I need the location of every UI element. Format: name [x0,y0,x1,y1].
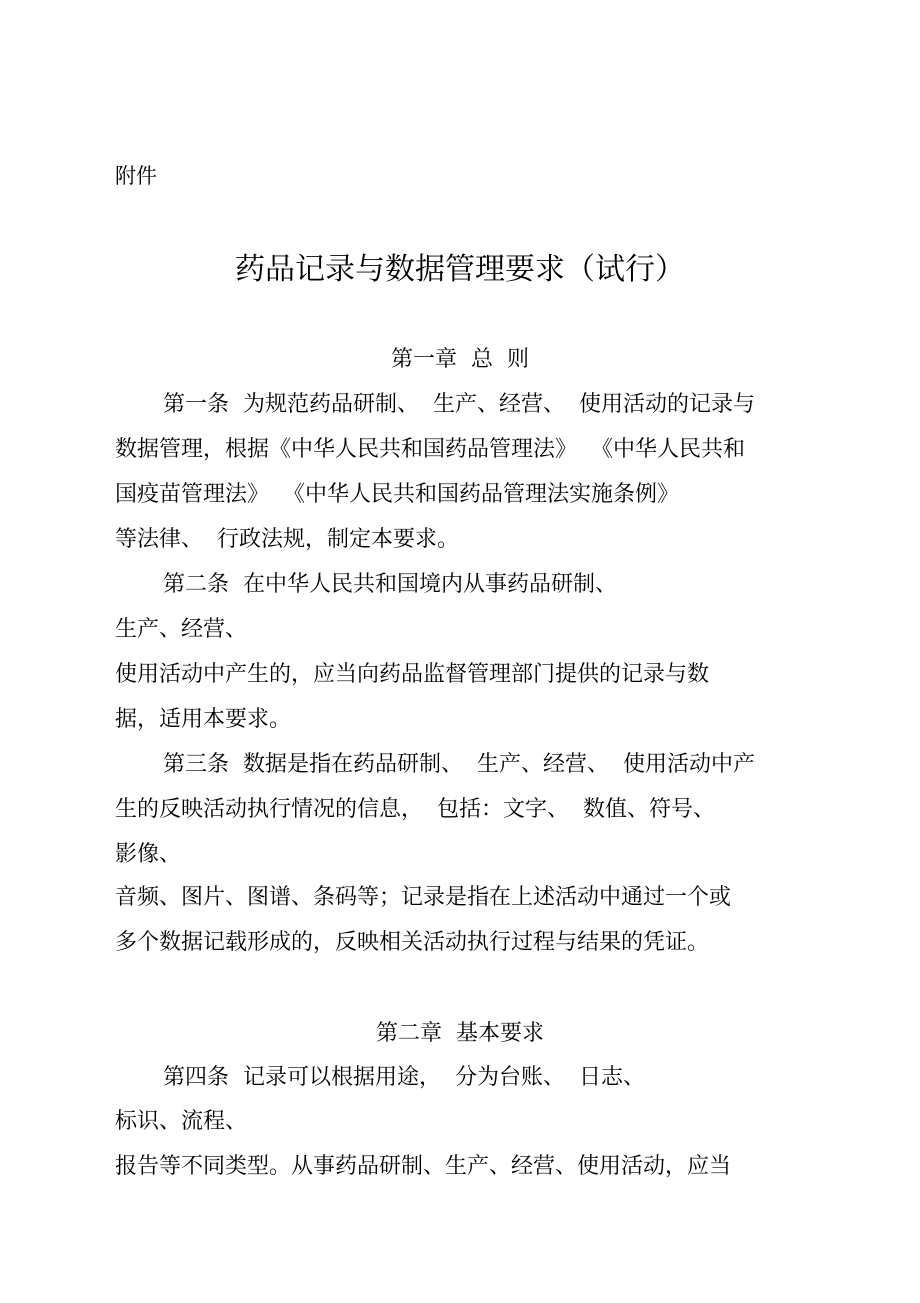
article-2-line-3: 使用活动中产生的，应当向药品监督管理部门提供的记录与数 [115,662,710,687]
attachment-label: 附件 [115,164,157,188]
article-3-line-5: 多个数据记载形成的，反映相关活动执行过程与结果的凭证。 [115,930,710,955]
article-2-line-1: 第二条 在中华人民共和国境内从事药品研制、 [163,572,617,597]
article-1-line-4: 等法律、 行政法规，制定本要求。 [115,527,459,552]
article-3-line-1: 第三条 数据是指在药品研制、 生产、经营、 使用活动中产 [163,752,755,777]
article-3-line-3: 影像、 [115,842,182,867]
article-1-line-3: 国疫苗管理法》 《中华人民共和国药品管理法实施条例》 [115,482,679,507]
article-4-line-1: 第四条 记录可以根据用途， 分为台账、 日志、 [163,1065,645,1090]
article-2-line-4: 据，适用本要求。 [115,707,292,732]
article-1-line-1: 第一条 为规范药品研制、 生产、经营、 使用活动的记录与 [163,392,755,417]
document-title: 药品记录与数据管理要求（试行） [235,252,685,287]
article-2-line-2: 生产、经营、 [115,617,248,642]
chapter-1-heading: 第一章 总 则 [391,347,529,372]
chapter-2-heading: 第二章 基本要求 [376,1021,544,1046]
article-3-line-2: 生的反映活动执行情况的信息， 包括：文字、 数值、符号、 [115,797,715,822]
article-4-line-3: 报告等不同类型。从事药品研制、生产、经营、使用活动，应当 [115,1154,732,1179]
article-3-line-4: 音频、图片、图谱、条码等；记录是指在上述活动中通过一个或 [115,885,732,910]
article-4-line-2: 标识、流程、 [115,1109,248,1134]
article-1-line-2: 数据管理，根据《中华人民共和国药品管理法》 《中华人民共和 [115,437,745,462]
